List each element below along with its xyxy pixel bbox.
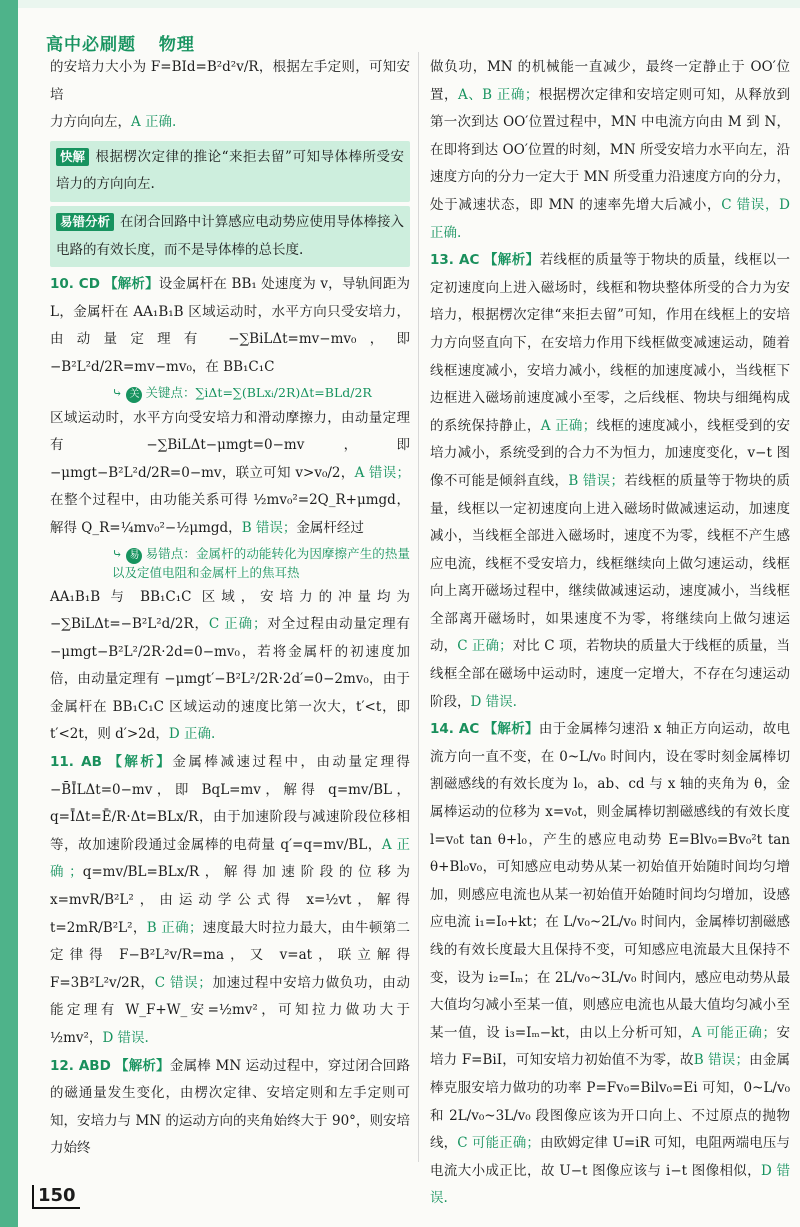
q10-tag: 【解析】 xyxy=(103,276,159,293)
q10-number: 10. CD xyxy=(50,276,100,293)
quick-solution-label: 快解 xyxy=(56,148,89,166)
key-point-icon: 关 xyxy=(126,387,142,403)
error-analysis-label: 易错分析 xyxy=(56,213,114,231)
question-12-continued: 做负功，MN 的机械能一直减少，最终一定静止于 OO′位置，A、B 正确；根据楞次定律和安培定则可知，从释放到第一次到达 OO′位置过程中，MN 中电流方向由 M 到 N，在即将到达 OO′位置的时刻，MN 所受安培力水平向左，沿速度方向的分力一定大于 MN 所受重力沿速度方向的分力，处于减速状态，即 MN 的速率先增大后减小，C 错误，D 正确. xyxy=(430,59,791,241)
q12-number: 12. ABD xyxy=(50,1057,111,1074)
top-strip xyxy=(0,0,800,8)
error-analysis-box xyxy=(50,206,410,267)
question-14: 14. AC 【解析】由于金属棒匀速沿 x 轴正方向运动，故电流方向一直不变，在 0~L/v₀ 时间内，设在零时刻金属棒切割磁感线的有效长度为 l₀，ab、cd 与 x 轴的夹角为 θ，金属棒运动的位移为 x=v₀t，则金属棒切割磁感线的有效长度 l=v₀t tan θ+l₀，产生的感应电动势 E=Blv₀=Bv₀²t tan θ+Bl₀v₀，可知感应电动势从某一初始值开始随时间均匀增加，则感应电流也从某一初始值开始随时间均匀增加，设感应电流 i₁=I₀+kt；在 L/v₀~2L/v₀ 时间内，金属棒切割磁感线的有效长度最大且保持不变，可知感应电流最大且保持不变，设为 i₂=Iₘ；在 2L/v₀~3L/v₀ 时间内，感应电动势从最大值均匀减小至某一值，则感应电流也从最大值均匀减小至某一值，设 i₃=Iₘ−kt，由以上分析可知，A 可能正确；安培力 F=BiI，可知安培力初始值不为零，故B 错误；由金属棒克服安培力做功的功率 P=Fv₀=Bilv₀=Ei 可知，0~L/v₀ 和 2L/v₀~3L/v₀ 段图像应该为开口向上、不过原点的抛物线，C 可能正确；由欧姆定律 U=iR 可知，电阻两端电压与电流大小成正比，故 U−t 图像应该与 i−t 图像相似，D 错误. xyxy=(430,721,791,1207)
series-title: 高中必刷题 xyxy=(46,35,136,55)
quick-solution-box xyxy=(50,141,410,202)
question-10: 10. CD 【解析】设金属杆在 BB₁ 处速度为 v，导轨间距为 L，金属杆在 AA₁B₁B 区域运动时，水平方向只受安培力，由动量定理有 −∑BiLΔt=mv−mv₀，即 −B²L²d/2R=mv−mv₀，在 BB₁C₁C xyxy=(50,276,411,375)
answer-mark: A 正确. xyxy=(131,114,177,131)
question-11: 11. AB 【解析】金属棒减速过程中，由动量定理得 −B̄ĪLΔt=0−mv，即 BqL=mv，解得 q=mv/BL，q=ĪΔt=Ē/R·Δt=BLx/R，由于加速阶段与减速阶段位移相等，故加速阶段通过金属棒的电荷量 q′=q=mv/BL，A 正确；q=mv/BL=BLx/R，解得加速阶段的位移为 x=mvR/B²L²，由运动学公式得 x=½vt，解得 t=2mR/B²L²，B 正确；速度最大时拉力最大，由牛顿第二定律得 F−B²L²v/R=ma，又 v=at，联立解得 F=3B²L²v/2R，C 错误；加速过程中安培力做负功，由动能定理有 W_F+W_安=½mv²，可知拉力做功大于 ½mv²，D 错误. xyxy=(50,754,411,1046)
q10-key-note: ⤷ 关 关键点：∑iΔt=∑(BLxᵢ/2R)Δt=BLd/2R xyxy=(50,384,410,403)
left-column: 的安培力大小为 F=BId=B²d²v/R，根据左手定则，可知安培 力方向向左，A 正确. 快解 根据楞次定律的推论“来拒去留”可知导体棒所受安培力的方向向左. 易错分析 在闭合回路中计算感应电动势应使用导体棒接入电路的有效长度，而不是导体棒的总长度. 10. CD 【解析】设金属杆在 BB₁ 处速度为 v，导轨间距为 L，金属杆在 AA₁B₁B 区域运动时，水平方向只受安培力，由动量定理有 −∑BiLΔt=mv−mv₀，即 −B²L²d/2R=mv−mv₀，在 BB₁C₁C ⤷ 关 关键点：∑iΔt=∑(BLxᵢ/2R)Δt=BLd/2R 区域运动时，水平方向受安培力和滑动摩擦力，由动量定理有 −∑BiLΔt−μmgt=0−mv，即 −μmgt−B²L²d/2R=0−mv，联立可知 v>v₀/2，A 错误；在整个过程中，由功能关系可得 ½mv₀²=2Q_R+μmgd，解得 Q_R=¼mv₀²−½μmgd，B 错误；金属杆经过 ⤷ 易 易错点：金属杆的动能转化为因摩擦产生的热量以及定值电阻和金属杆上的焦耳热 AA₁B₁B 与 BB₁C₁C 区域，安培力的冲量均为 −∑BiLΔt=−B²L²d/2R，C 正确；对全过程由动量定理有 −μmgt−B²L²/2R·2d=0−mv₀，若将金属杆的初速度加倍，由动量定理有 −μmgt′−B²L²/2R·2d′=0−2mv₀，由于金属杆在 BB₁C₁C 区域运动的速度比第一次大，t′<t，即 t′<2t，则 d′>2d，D 正确. 11. AB 【解析】金属棒减速过程中，由动量定理得 −B̄ĪLΔt=0−mv，即 BqL=mv，解得 q=mv/BL，q=ĪΔt=Ē/R·Δt=BLx/R，由于加速阶段与减速阶段位移相等，故加速阶段通过金属棒的电荷量 q′=q=mv/BL，A 正确；q=mv/BL=BLx/R，解得加速阶段的位移为 x=mvR/B²L²，由运动学公式得 x=½vt，解得 t=2mR/B²L²，B 正确；速度最大时拉力最大，由牛顿第二定律得 F−B²L²v/R=ma，又 v=at，联立解得 F=3B²L²v/2R，C 错误；加速过程中安培力做负功，由动能定理有 W_F+W_安=½mv²，可知拉力做功大于 ½mv²，D 错误. 12. ABD 【解析】金属棒 MN 运动过程中，穿过闭合回路的磁通量发生变化，由楞次定律、安培定则和左手定则可知，安培力与 MN 的运动方向的夹角始终大于 90°，则安培力始终 xyxy=(50,54,410,1163)
question-12: 12. ABD 【解析】金属棒 MN 运动过程中，穿过闭合回路的磁通量发生变化，由楞次定律、安培定则和左手定则可知，安培力与 MN 的运动方向的夹角始终大于 90°，则安培力始终 xyxy=(50,1057,411,1157)
intro-paragraph: 的安培力大小为 F=BId=B²d²v/R，根据左手定则，可知安培 力方向向左，A 正确. xyxy=(50,59,410,131)
column-divider xyxy=(418,52,419,1162)
page-header xyxy=(46,30,211,55)
page-number: 150 xyxy=(32,1185,80,1209)
error-point-icon: 易 xyxy=(126,548,142,564)
quick-solution-text: 根据楞次定律的推论“来拒去留”可知导体棒所受安培力的方向向左. xyxy=(56,148,404,193)
q11-number: 11. AB xyxy=(50,754,102,771)
green-side-bar xyxy=(0,0,18,1227)
q13-number: 13. AC xyxy=(430,252,480,269)
q14-number: 14. AC xyxy=(430,721,480,738)
arrow-icon: ⤷ xyxy=(112,545,123,561)
arrow-icon: ⤷ xyxy=(112,384,123,400)
right-column xyxy=(430,54,790,1213)
subject-title: 物理 xyxy=(158,35,195,55)
question-13: 13. AC 【解析】若线框的质量等于物块的质量，线框以一定初速度向上进入磁场时，线框和物块整体所受的合力为安培力，根据楞次定律“来拒去留”可知，作用在线框上的安培力方向竖直向下，在安培力作用下线框做变减速运动，随着线框速度减小，安培力减小，线框的加速度减小，当线框下边框进入磁场前速度减小至零，之后线框、物块与细绳构成的系统保持静止，A 正确；线框的速度减小，线框受到的安培力减小，系统受到的合力不为恒力，加速度变化，v−t 图像不可能是倾斜直线，B 错误；若线框的质量等于物块的质量，线框以一定初速度向上进入磁场时做减速运动，加速度减小，当线框全部进入磁场时，速度不为零，线框不产生感应电流，线框不受安培力，线框继续向上做匀速运动，线框向上离开磁场过程中，继续做减速运动，速度减小，当线框全部离开磁场时，如果速度不为零，将继续向上做匀速运动，C 正确；对比 C 项，若物块的质量大于线框的质量，当线框全部在磁场中运动时，速度一定增大，不存在匀速运动阶段，D 错误. xyxy=(430,252,791,710)
q10-error-note: ⤷ 易 易错点：金属杆的动能转化为因摩擦产生的热量以及定值电阻和金属杆上的焦耳热 xyxy=(112,545,410,580)
error-analysis-text: 在闭合回路中计算感应电动势应使用导体棒接入电路的有效长度，而不是导体棒的总长度. xyxy=(56,213,404,258)
